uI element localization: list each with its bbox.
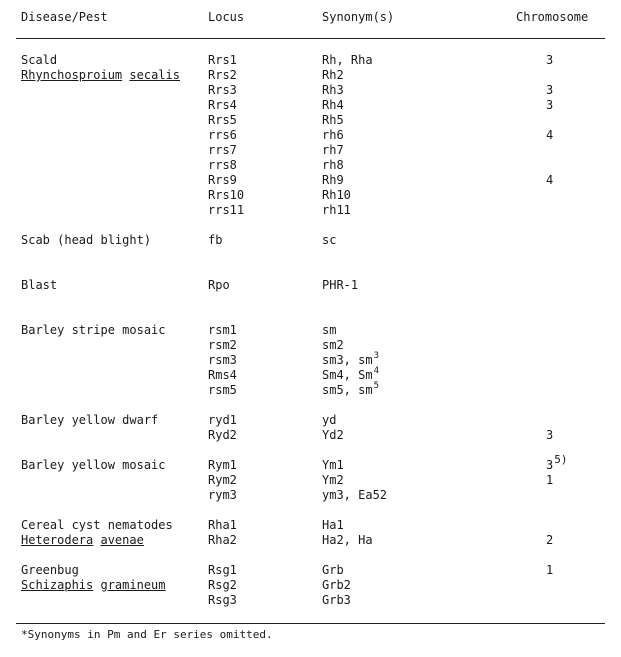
table-row xyxy=(0,233,621,248)
table-row xyxy=(0,203,621,218)
table-row xyxy=(0,563,621,578)
synonym-cell: rh6 xyxy=(322,128,344,142)
locus-cell: rrs7 xyxy=(208,143,237,157)
synonym-cell: Rh, Rha xyxy=(322,53,373,67)
header-disease: Disease/Pest xyxy=(21,10,108,24)
table-row xyxy=(0,158,621,173)
group-block xyxy=(0,563,621,608)
chromosome-cell: 2 xyxy=(546,533,554,547)
synonym-cell: Ha2, Ha xyxy=(322,533,373,547)
disease-name: Greenbug xyxy=(21,563,79,577)
synonym-cell: ym3, Ea52 xyxy=(322,488,388,502)
chromosome-cell: 1 xyxy=(546,563,554,577)
locus-cell: Rha1 xyxy=(208,518,237,532)
locus-cell: rsm3 xyxy=(208,353,237,367)
table-row xyxy=(0,68,621,83)
table-row xyxy=(0,488,621,503)
disease-name: Blast xyxy=(21,278,58,292)
chromosome-cell: 4 xyxy=(546,173,554,187)
locus-cell: fb xyxy=(208,233,223,247)
table-row xyxy=(0,278,621,293)
synonym-cell: Sm4, Sm$^4$ xyxy=(322,366,379,382)
table-row xyxy=(0,353,621,368)
locus-cell: Rrs1 xyxy=(208,53,237,67)
locus-cell: rrs8 xyxy=(208,158,237,172)
synonym-cell: sm2 xyxy=(322,338,344,352)
table-row xyxy=(0,453,621,473)
synonym-superscript: 5 xyxy=(373,381,379,391)
chromosome-cell: 3 xyxy=(546,428,554,442)
synonym-cell: sm3, $sm^3$ xyxy=(322,351,379,367)
synonym-cell: sc xyxy=(322,233,337,247)
locus-cell: Rrs3 xyxy=(208,83,237,97)
disease-name: Scab (head blight) xyxy=(21,233,152,247)
header-synonyms: Synonym(s) xyxy=(322,10,395,24)
pathogen-name: Schizaphis gramineum xyxy=(21,578,166,592)
locus-cell: Rym1 xyxy=(208,458,237,472)
header-chromosome: Chromosome xyxy=(516,10,589,24)
synonym-cell: rh8 xyxy=(322,158,344,172)
locus-cell: rsm1 xyxy=(208,323,237,337)
disease-name: Cereal cyst nematodes xyxy=(21,518,173,532)
synonym-cell: Grb2 xyxy=(322,578,351,592)
locus-cell: ryd1 xyxy=(208,413,237,427)
header-rule xyxy=(16,38,605,39)
chromosome-cell: 3 xyxy=(546,98,554,112)
synonym-cell: Ym1 xyxy=(322,458,344,472)
chromosome-cell: 4 xyxy=(546,128,554,142)
group-block xyxy=(0,53,621,218)
group-block xyxy=(0,278,621,293)
locus-cell: Rrs5 xyxy=(208,113,237,127)
table-row xyxy=(0,113,621,128)
table-row xyxy=(0,428,621,443)
locus-cell: Ryd2 xyxy=(208,428,237,442)
chromosome-note: 5) xyxy=(554,453,568,466)
table-row xyxy=(0,323,621,338)
chromosome-cell: 35) xyxy=(546,453,568,472)
group-block xyxy=(0,453,621,503)
locus-cell: Rrs2 xyxy=(208,68,237,82)
group-block xyxy=(0,518,621,548)
locus-cell: Rsg3 xyxy=(208,593,237,607)
synonym-superscript: 4 xyxy=(373,366,379,376)
locus-cell: Rym2 xyxy=(208,473,237,487)
synonym-cell: Rh5 xyxy=(322,113,344,127)
group-block xyxy=(0,323,621,398)
synonym-cell: rh7 xyxy=(322,143,344,157)
locus-cell: Rrs10 xyxy=(208,188,245,202)
table-row xyxy=(0,578,621,593)
locus-cell: rsm5 xyxy=(208,383,237,397)
table-row xyxy=(0,533,621,548)
table-row xyxy=(0,413,621,428)
locus-cell: rym3 xyxy=(208,488,237,502)
synonym-cell: Yd2 xyxy=(322,428,344,442)
synonym-cell: Rh4 xyxy=(322,98,344,112)
synonym-superscript: 3 xyxy=(373,351,379,361)
locus-cell: Rpo xyxy=(208,278,230,292)
synonym-cell: sm xyxy=(322,323,337,337)
synonym-cell: PHR-1 xyxy=(322,278,359,292)
table-row xyxy=(0,518,621,533)
locus-cell: rsm2 xyxy=(208,338,237,352)
table-row xyxy=(0,98,621,113)
synonym-cell: Rh2 xyxy=(322,68,344,82)
table-row xyxy=(0,143,621,158)
locus-cell: rrs6 xyxy=(208,128,237,142)
disease-name: Barley yellow dwarf xyxy=(21,413,159,427)
table-row xyxy=(0,593,621,608)
group-block xyxy=(0,413,621,443)
locus-cell: Rrs9 xyxy=(208,173,237,187)
table-row xyxy=(0,368,621,383)
chromosome-cell: 3 xyxy=(546,53,554,67)
footer-rule xyxy=(16,623,605,624)
table-row xyxy=(0,338,621,353)
table-row xyxy=(0,383,621,398)
chromosome-cell: 3 xyxy=(546,83,554,97)
table-row xyxy=(0,173,621,188)
locus-cell: Rha2 xyxy=(208,533,237,547)
table-row xyxy=(0,188,621,203)
header-locus: Locus xyxy=(208,10,245,24)
table-row xyxy=(0,83,621,98)
synonym-cell: Rh9 xyxy=(322,173,344,187)
disease-name: Barley stripe mosaic xyxy=(21,323,166,337)
locus-cell: Rms4 xyxy=(208,368,237,382)
chromosome-cell: 1 xyxy=(546,473,554,487)
synonym-cell: sm5, $sm^5$ xyxy=(322,381,379,397)
table-row xyxy=(0,473,621,488)
pathogen-name: Heterodera avenae xyxy=(21,533,144,547)
synonym-cell: Ha1 xyxy=(322,518,344,532)
synonym-cell: Ym2 xyxy=(322,473,344,487)
disease-name: Scald xyxy=(21,53,58,67)
table-row xyxy=(0,128,621,143)
locus-cell: Rrs4 xyxy=(208,98,237,112)
synonym-cell: Rh3 xyxy=(322,83,344,97)
synonym-cell: rh11 xyxy=(322,203,351,217)
locus-cell: Rsg2 xyxy=(208,578,237,592)
synonym-cell: Grb xyxy=(322,563,344,577)
table-row xyxy=(0,53,621,68)
locus-cell: Rsg1 xyxy=(208,563,237,577)
synonym-cell: Rh10 xyxy=(322,188,351,202)
group-block xyxy=(0,233,621,248)
locus-cell: rrs11 xyxy=(208,203,245,217)
disease-name: Barley yellow mosaic xyxy=(21,458,166,472)
synonym-cell: yd xyxy=(322,413,337,427)
synonym-cell: Grb3 xyxy=(322,593,351,607)
footnote: *Synonyms in Pm and Er series omitted. xyxy=(21,628,273,641)
pathogen-name: Rhynchosproium secalis xyxy=(21,68,180,82)
